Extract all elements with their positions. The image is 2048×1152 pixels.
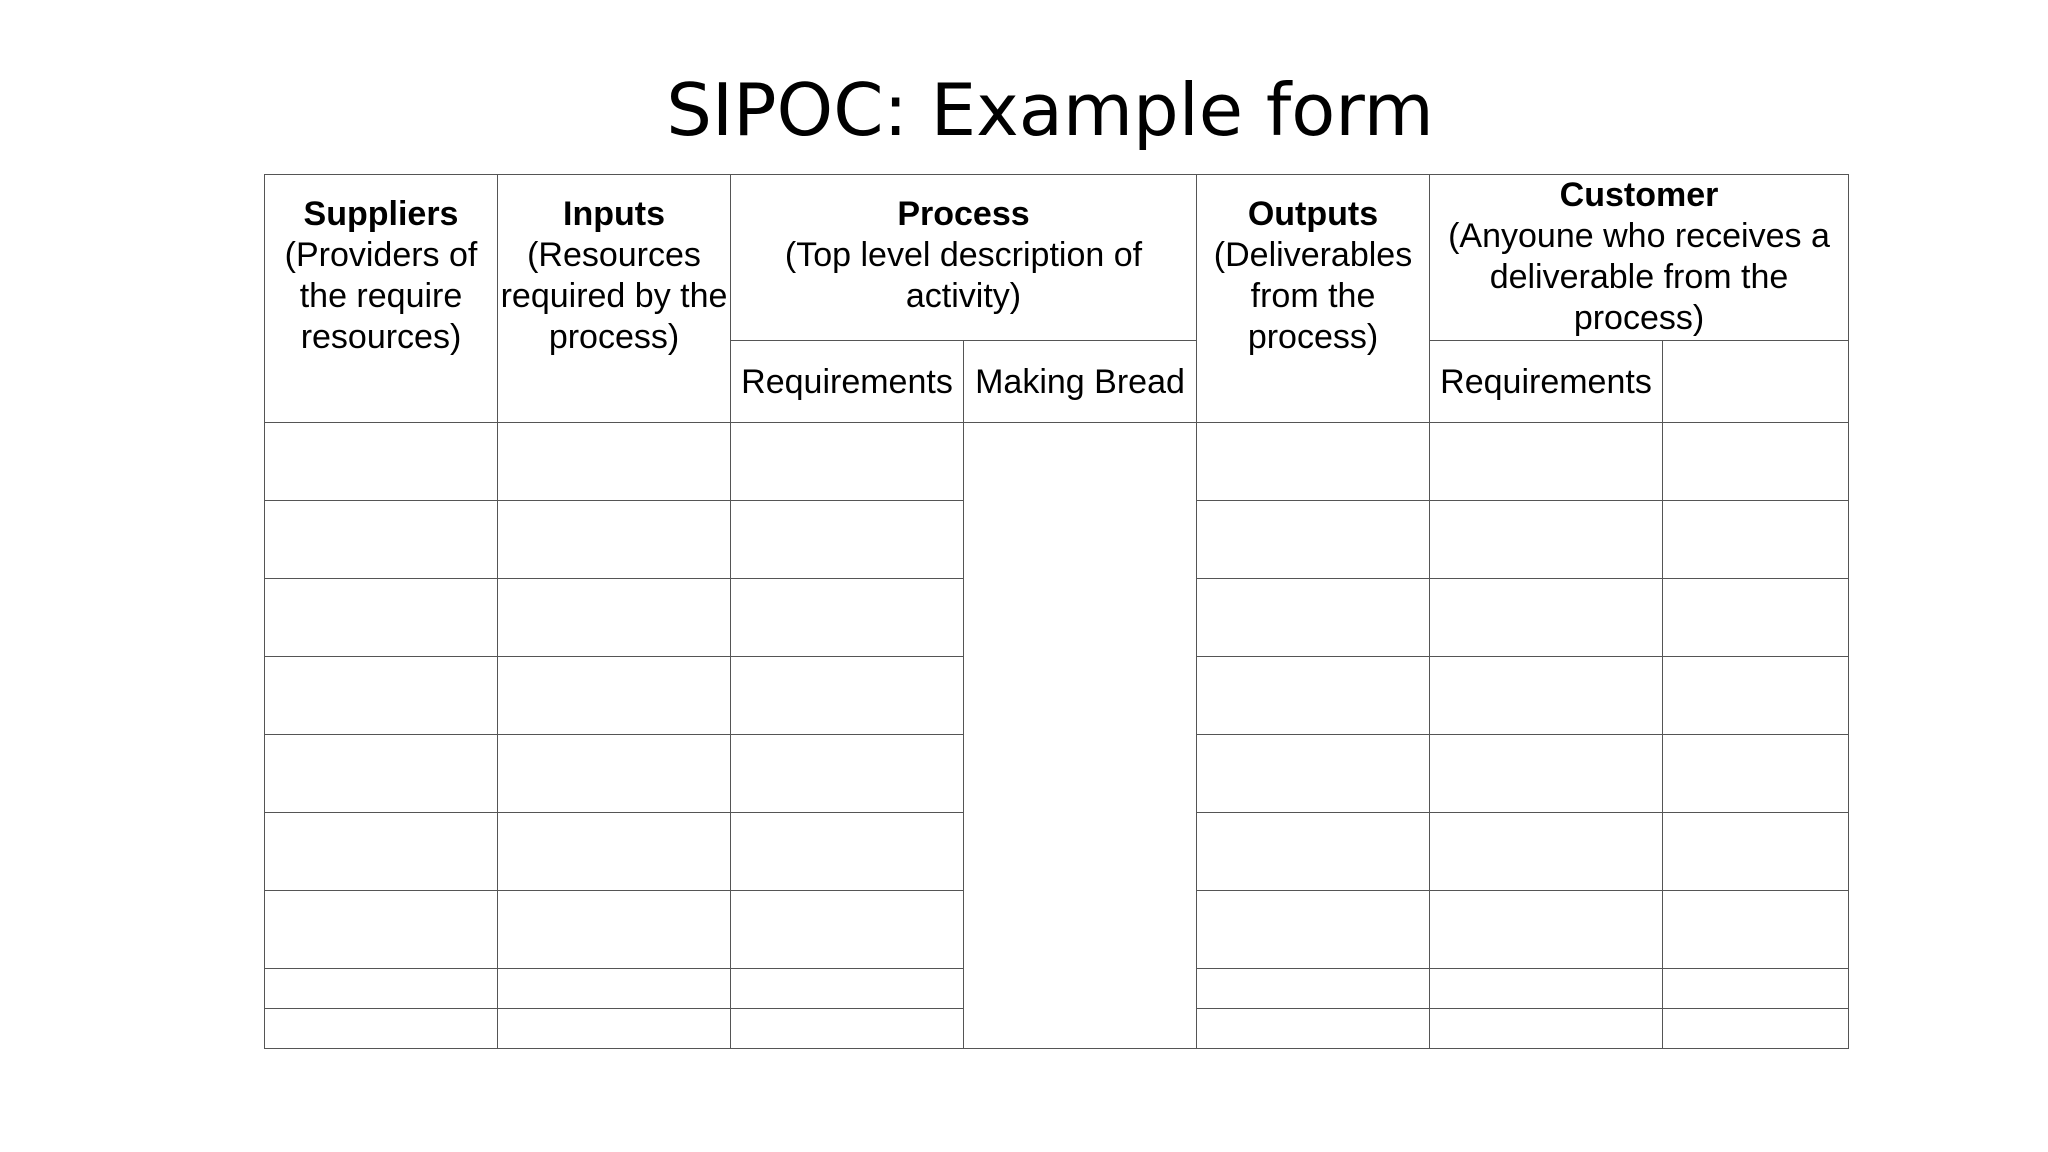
table-cell[interactable]: [731, 891, 964, 969]
process-requirements-header: Requirements: [731, 341, 964, 423]
table-cell[interactable]: [265, 813, 498, 891]
table-cell[interactable]: [731, 1009, 964, 1049]
process-description: (Top level description of activity): [784, 236, 1143, 315]
table-cell[interactable]: [1430, 1009, 1663, 1049]
table-cell[interactable]: [1197, 579, 1430, 657]
table-cell[interactable]: [731, 813, 964, 891]
table-cell[interactable]: [731, 969, 964, 1009]
table-cell[interactable]: [1663, 891, 1849, 969]
suppliers-header: [265, 175, 498, 423]
table-cell[interactable]: [1430, 735, 1663, 813]
slide-title: SIPOC: Example form: [666, 68, 1434, 152]
table-cell[interactable]: [498, 501, 731, 579]
table-cell[interactable]: [265, 1009, 498, 1049]
customer-description: (Anyoune who receives a deliverable from the process): [1448, 217, 1830, 337]
header-row-top: [265, 175, 1849, 341]
table-cell[interactable]: [1197, 657, 1430, 735]
table-cell[interactable]: [265, 735, 498, 813]
inputs-header: [498, 175, 731, 423]
table-cell[interactable]: [1663, 969, 1849, 1009]
table-cell[interactable]: [1663, 1009, 1849, 1049]
table-cell[interactable]: [1430, 501, 1663, 579]
table-cell[interactable]: [498, 1009, 731, 1049]
table-cell[interactable]: [1430, 891, 1663, 969]
table-cell[interactable]: [1430, 813, 1663, 891]
suppliers-description: (Providers of the require resources): [284, 236, 478, 356]
customer-heading: Customer: [1559, 176, 1719, 214]
table-cell[interactable]: [498, 423, 731, 501]
table-cell[interactable]: [498, 735, 731, 813]
table-cell[interactable]: [265, 579, 498, 657]
process-activity-header: Making Bread: [964, 341, 1197, 423]
table-cell[interactable]: [1663, 579, 1849, 657]
table-cell[interactable]: [731, 501, 964, 579]
table-cell[interactable]: [731, 735, 964, 813]
table-cell[interactable]: [498, 891, 731, 969]
table-cell[interactable]: [1663, 423, 1849, 501]
outputs-description: (Deliverables from the process): [1213, 236, 1413, 356]
customer-requirements-header: Requirements: [1430, 341, 1663, 423]
table-cell[interactable]: [265, 969, 498, 1009]
table-cell[interactable]: [498, 579, 731, 657]
table-cell[interactable]: [1663, 813, 1849, 891]
customer-header: [1430, 175, 1849, 341]
table-cell[interactable]: [265, 501, 498, 579]
customer-blank-header: [1663, 341, 1849, 423]
table-cell[interactable]: [731, 579, 964, 657]
table-cell[interactable]: [1197, 735, 1430, 813]
table-cell[interactable]: [1197, 1009, 1430, 1049]
table-cell[interactable]: [1663, 501, 1849, 579]
table-cell[interactable]: [731, 657, 964, 735]
table-cell[interactable]: [1430, 969, 1663, 1009]
table-cell[interactable]: [731, 423, 964, 501]
table-cell[interactable]: [1197, 501, 1430, 579]
table-cell[interactable]: [265, 657, 498, 735]
table-cell[interactable]: [1197, 969, 1430, 1009]
table-cell[interactable]: [1430, 423, 1663, 501]
inputs-description: (Resources required by the process): [500, 236, 728, 356]
suppliers-heading: Suppliers: [303, 195, 459, 233]
table-cell[interactable]: [1430, 657, 1663, 735]
table-cell[interactable]: [498, 813, 731, 891]
table-row: [265, 423, 1849, 501]
process-heading: Process: [897, 195, 1030, 233]
table-cell[interactable]: [1197, 891, 1430, 969]
table-cell[interactable]: [1197, 423, 1430, 501]
table-cell[interactable]: [265, 423, 498, 501]
inputs-heading: Inputs: [563, 195, 665, 233]
table-cell[interactable]: [498, 657, 731, 735]
table-cell[interactable]: [1197, 813, 1430, 891]
process-header: [731, 175, 1197, 341]
table-cell[interactable]: [1663, 735, 1849, 813]
outputs-header: [1197, 175, 1430, 423]
table-cell[interactable]: [265, 891, 498, 969]
table-cell[interactable]: [1430, 579, 1663, 657]
table-cell[interactable]: [1663, 657, 1849, 735]
outputs-heading: Outputs: [1247, 195, 1379, 233]
table-cell[interactable]: [498, 969, 731, 1009]
making-bread-cell[interactable]: [964, 423, 1197, 1049]
sipoc-table: [264, 174, 1849, 1049]
